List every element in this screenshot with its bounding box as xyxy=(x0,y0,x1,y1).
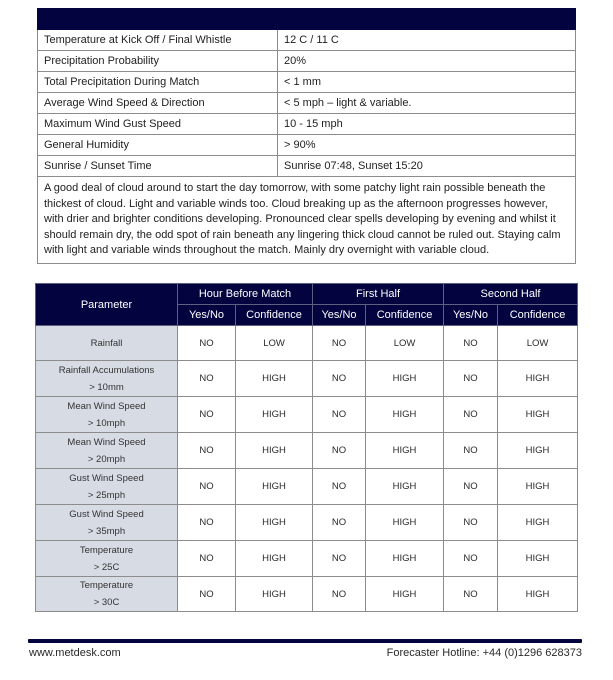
summary-row xyxy=(38,72,576,93)
summary-label: Total Precipitation During Match xyxy=(38,72,278,93)
group-header-first-half: First Half xyxy=(313,284,444,305)
summary-row xyxy=(38,114,576,135)
parameter-name: Temperature xyxy=(79,544,134,556)
yes-no-cell: NO xyxy=(313,469,366,505)
confidence-cell: HIGH xyxy=(498,505,578,541)
summary-label: Average Wind Speed & Direction xyxy=(38,93,278,114)
yes-no-cell: NO xyxy=(313,361,366,397)
parameter-cell xyxy=(36,397,178,433)
parameter-name: Rainfall Accumulations xyxy=(58,364,155,376)
matrix-row xyxy=(36,397,578,433)
summary-label: Sunrise / Sunset Time xyxy=(38,156,278,177)
confidence-cell: LOW xyxy=(498,326,578,361)
summary-value: Sunrise 07:48, Sunset 15:20 xyxy=(278,156,576,177)
parameter-cell xyxy=(36,505,178,541)
parameter-cell xyxy=(36,326,178,361)
matrix-row xyxy=(36,577,578,612)
yes-no-cell: NO xyxy=(178,541,236,577)
yes-no-cell: NO xyxy=(178,577,236,612)
yes-no-cell: NO xyxy=(313,397,366,433)
confidence-cell: HIGH xyxy=(366,541,444,577)
confidence-cell: LOW xyxy=(366,326,444,361)
matrix-row xyxy=(36,469,578,505)
summary-value: 10 - 15 mph xyxy=(278,114,576,135)
parameter-name: Mean Wind Speed xyxy=(67,400,146,412)
confidence-cell: HIGH xyxy=(236,361,313,397)
yes-no-cell: NO xyxy=(178,433,236,469)
yes-no-cell: NO xyxy=(444,326,498,361)
confidence-cell: HIGH xyxy=(236,577,313,612)
confidence-cell: HIGH xyxy=(366,577,444,612)
parameter-cell xyxy=(36,433,178,469)
parameter-threshold: > 30C xyxy=(93,597,120,608)
summary-row xyxy=(38,156,576,177)
yes-no-cell: NO xyxy=(313,326,366,361)
confidence-cell: HIGH xyxy=(498,361,578,397)
summary-value: < 5 mph – light & variable. xyxy=(278,93,576,114)
parameter-threshold: > 20mph xyxy=(87,453,126,465)
confidence-header: Confidence xyxy=(498,305,578,326)
parameter-name: Mean Wind Speed xyxy=(67,436,146,448)
summary-value: 20% xyxy=(278,51,576,72)
forecast-narrative: A good deal of cloud around to start the day tomorrow, with some patchy light rain possible beneath the thickest of cloud. Light and variable winds too. Cloud breaking up as the afternoon progresses however, with drier and brighter conditions developing. Pronounced clear spells developing by evening and whilst it should remain dry, the odd spot of rain beneath any lingering thick cloud cannot be ruled out. Staying calm with light and variable winds throughout the match. Mainly dry overnight with variable cloud. xyxy=(38,177,576,264)
summary-row xyxy=(38,93,576,114)
parameter-threshold: > 25C xyxy=(93,561,120,573)
forecaster-hotline: Forecaster Hotline: +44 (0)1296 628373 xyxy=(386,647,582,659)
yes-no-cell: NO xyxy=(444,541,498,577)
parameter-threshold: > 10mm xyxy=(89,381,124,393)
confidence-cell: HIGH xyxy=(236,541,313,577)
confidence-cell: HIGH xyxy=(236,433,313,469)
yes-no-cell: NO xyxy=(444,361,498,397)
parameter-cell xyxy=(36,469,178,505)
yes-no-cell: NO xyxy=(178,469,236,505)
footer-divider xyxy=(28,639,582,643)
parameter-cell xyxy=(36,361,178,397)
yes-no-cell: NO xyxy=(444,505,498,541)
parameter-name: Rainfall xyxy=(90,337,123,349)
website-link[interactable]: www.metdesk.com xyxy=(29,647,121,659)
confidence-cell: HIGH xyxy=(498,397,578,433)
match-summary-table xyxy=(37,8,576,264)
summary-row xyxy=(38,135,576,156)
matrix-row xyxy=(36,541,578,577)
summary-narrative-row xyxy=(38,177,576,264)
matrix-row xyxy=(36,505,578,541)
parameter-threshold: > 10mph xyxy=(87,417,126,429)
yes-no-cell: NO xyxy=(178,326,236,361)
confidence-cell: HIGH xyxy=(366,505,444,541)
confidence-cell: HIGH xyxy=(366,469,444,505)
confidence-cell: HIGH xyxy=(366,433,444,469)
yes-no-header: Yes/No xyxy=(178,305,236,326)
summary-label: Maximum Wind Gust Speed xyxy=(38,114,278,135)
summary-value: > 90% xyxy=(278,135,576,156)
group-header-second-half: Second Half xyxy=(444,284,578,305)
matrix-row xyxy=(36,433,578,469)
yes-no-cell: NO xyxy=(444,433,498,469)
parameter-name: Gust Wind Speed xyxy=(69,472,144,484)
summary-label: Temperature at Kick Off / Final Whistle xyxy=(38,30,278,51)
matrix-row xyxy=(36,361,578,397)
summary-label: General Humidity xyxy=(38,135,278,156)
parameter-threshold: > 25mph xyxy=(87,489,126,501)
summary-value: 12 C / 11 C xyxy=(278,30,576,51)
parameter-threshold: > 35mph xyxy=(87,525,126,537)
parameter-cell xyxy=(36,577,178,612)
summary-label: Precipitation Probability xyxy=(38,51,278,72)
confidence-cell: HIGH xyxy=(366,397,444,433)
confidence-cell: HIGH xyxy=(236,397,313,433)
parameter-cell xyxy=(36,541,178,577)
group-header-hour-before: Hour Before Match xyxy=(178,284,313,305)
yes-no-cell: NO xyxy=(444,469,498,505)
confidence-header: Confidence xyxy=(236,305,313,326)
parameter-name: Gust Wind Speed xyxy=(69,508,144,520)
yes-no-cell: NO xyxy=(178,361,236,397)
yes-no-header: Yes/No xyxy=(444,305,498,326)
summary-row xyxy=(38,51,576,72)
parameter-header: Parameter xyxy=(36,284,178,326)
confidence-cell: HIGH xyxy=(236,469,313,505)
confidence-cell: HIGH xyxy=(498,541,578,577)
yes-no-cell: NO xyxy=(313,433,366,469)
confidence-cell: HIGH xyxy=(498,433,578,469)
confidence-cell: HIGH xyxy=(498,469,578,505)
yes-no-cell: NO xyxy=(313,577,366,612)
confidence-cell: HIGH xyxy=(498,577,578,612)
confidence-cell: HIGH xyxy=(236,505,313,541)
yes-no-cell: NO xyxy=(313,505,366,541)
summary-row xyxy=(38,30,576,51)
summary-header-band xyxy=(38,9,576,30)
summary-value: < 1 mm xyxy=(278,72,576,93)
yes-no-cell: NO xyxy=(313,541,366,577)
yes-no-cell: NO xyxy=(178,505,236,541)
risk-matrix-table xyxy=(35,283,578,612)
yes-no-cell: NO xyxy=(444,397,498,433)
yes-no-header: Yes/No xyxy=(313,305,366,326)
matrix-row xyxy=(36,326,578,361)
confidence-cell: HIGH xyxy=(366,361,444,397)
yes-no-cell: NO xyxy=(444,577,498,612)
confidence-header: Confidence xyxy=(366,305,444,326)
parameter-name: Temperature xyxy=(79,580,134,591)
confidence-cell: LOW xyxy=(236,326,313,361)
yes-no-cell: NO xyxy=(178,397,236,433)
